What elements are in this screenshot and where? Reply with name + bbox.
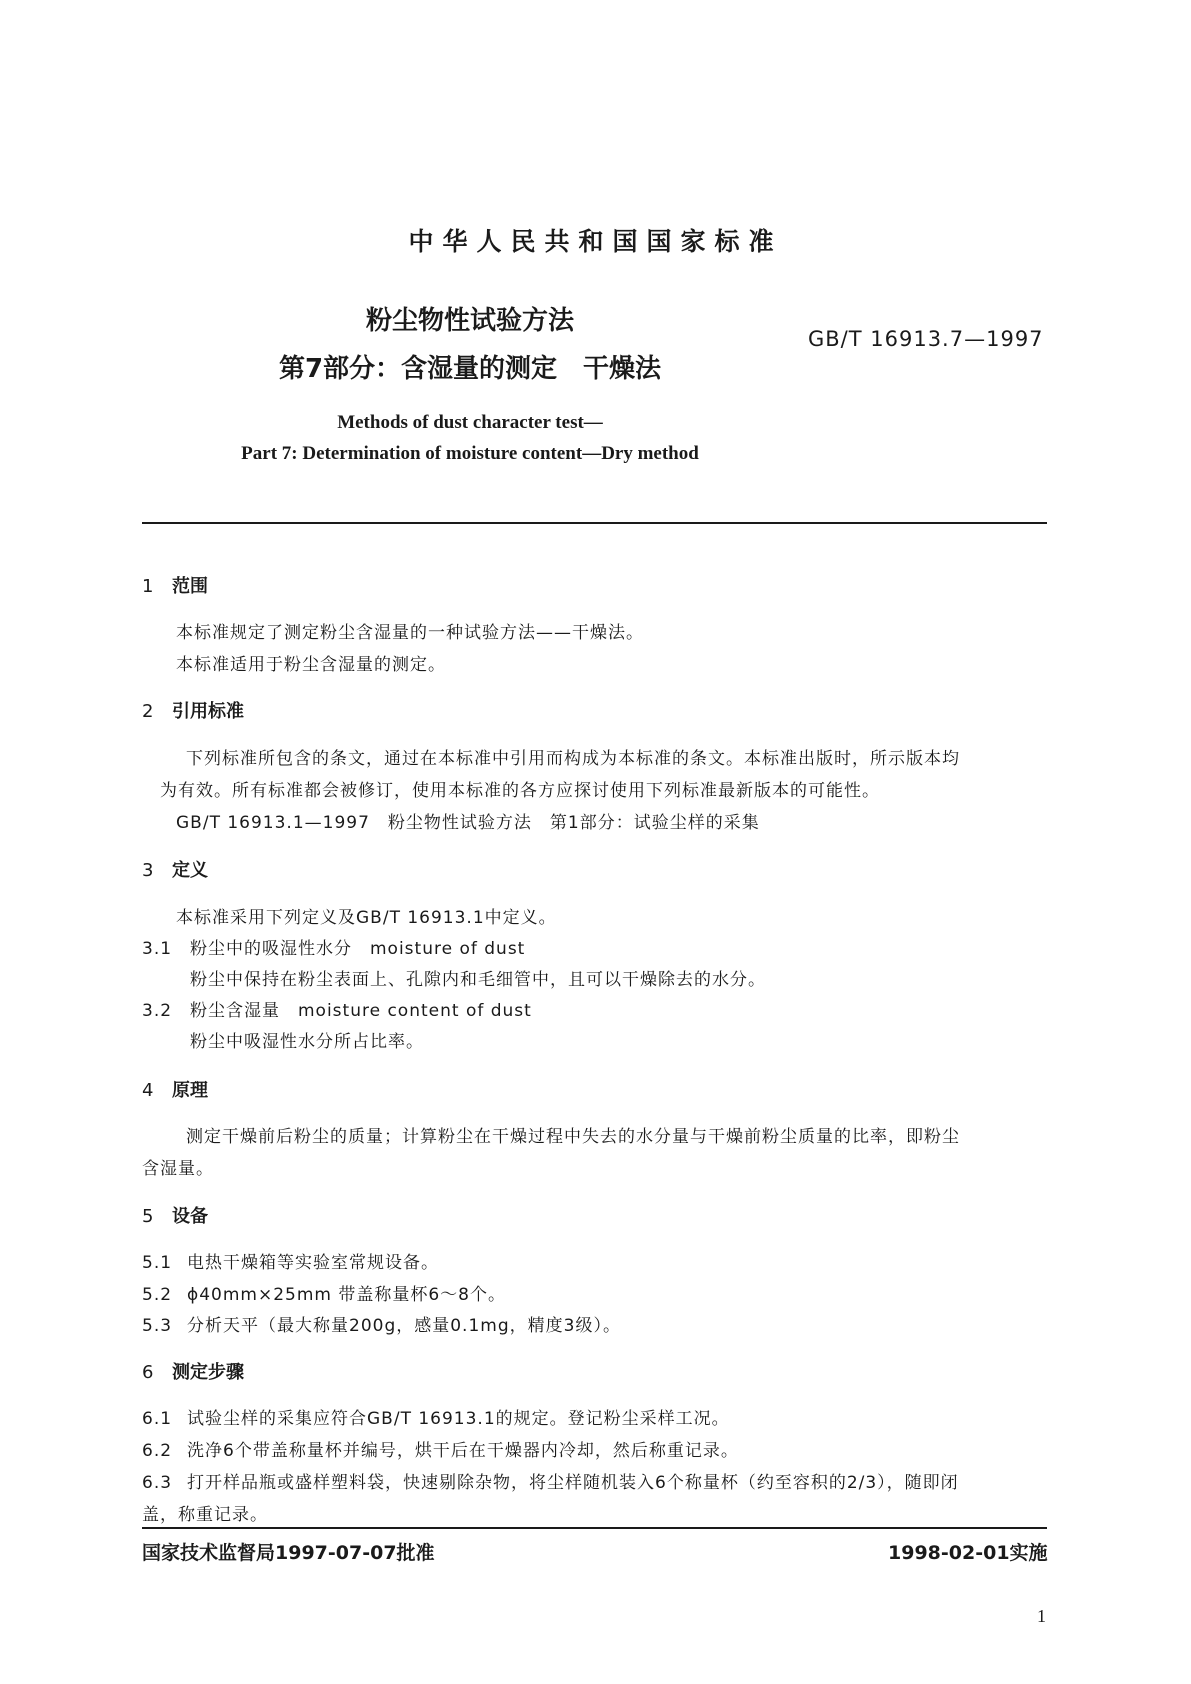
term-text: 粉尘含湿量 moisture content of dust bbox=[190, 1001, 532, 1021]
section-title: 引用标准 bbox=[172, 701, 244, 722]
paragraph: 含湿量。 bbox=[142, 1159, 214, 1179]
paragraph: 本标准规定了测定粉尘含湿量的一种试验方法——干燥法。 bbox=[176, 623, 644, 643]
procedure-step bbox=[142, 1436, 739, 1461]
section-heading-apparatus bbox=[142, 1202, 208, 1228]
apparatus-item bbox=[142, 1311, 621, 1336]
standard-code: GB/T 16913.7—1997 bbox=[808, 327, 1044, 351]
paragraph: 本标准采用下列定义及GB/T 16913.1中定义。 bbox=[176, 908, 557, 928]
procedure-step bbox=[142, 1404, 730, 1429]
paragraph: 本标准适用于粉尘含湿量的测定。 bbox=[176, 655, 446, 675]
section-number: 6 bbox=[142, 1362, 154, 1383]
definition-text: 粉尘中保持在粉尘表面上、孔隙内和毛细管中，且可以干燥除去的水分。 bbox=[190, 970, 766, 990]
apparatus-item bbox=[142, 1280, 506, 1305]
clause-number: 5.2 bbox=[142, 1285, 173, 1305]
header-divider bbox=[142, 522, 1047, 524]
clause-number: 3.2 bbox=[142, 1001, 173, 1021]
term-text: 粉尘中的吸湿性水分 moisture of dust bbox=[190, 939, 526, 959]
section-heading-procedure bbox=[142, 1358, 244, 1384]
section-heading-normative-references bbox=[142, 697, 244, 723]
section-number: 3 bbox=[142, 860, 154, 881]
reference-entry: GB/T 16913.1—1997 粉尘物性试验方法 第1部分：试验尘样的采集 bbox=[176, 813, 760, 833]
section-heading-scope bbox=[142, 572, 208, 598]
approval-date: 国家技术监督局1997-07-07批准 bbox=[142, 1542, 435, 1564]
procedure-step-continuation: 盖，称重记录。 bbox=[142, 1505, 268, 1525]
clause-number: 3.1 bbox=[142, 939, 173, 959]
section-title: 定义 bbox=[172, 860, 208, 881]
section-title: 测定步骤 bbox=[172, 1362, 244, 1383]
item-text: 电热干燥箱等实验室常规设备。 bbox=[187, 1253, 439, 1273]
page-number: 1 bbox=[1037, 1606, 1046, 1626]
clause-number: 6.1 bbox=[142, 1409, 173, 1429]
apparatus-item bbox=[142, 1248, 439, 1273]
clause-number: 5.3 bbox=[142, 1316, 173, 1336]
section-number: 5 bbox=[142, 1206, 154, 1227]
paragraph: 测定干燥前后粉尘的质量；计算粉尘在干燥过程中失去的水分量与干燥前粉尘质量的比率，即粉尘 bbox=[186, 1127, 960, 1147]
english-title-line-1: Methods of dust character test— bbox=[337, 412, 603, 433]
paragraph: 为有效。所有标准都会被修订，使用本标准的各方应探讨使用下列标准最新版本的可能性。 bbox=[160, 781, 880, 801]
definition-term bbox=[142, 996, 532, 1021]
clause-number: 6.3 bbox=[142, 1473, 173, 1493]
english-title-line-2: Part 7: Determination of moisture content—Dry method bbox=[241, 443, 699, 464]
national-standard-heading: 中华人民共和国国家标准 bbox=[408, 227, 783, 256]
implementation-date: 1998-02-01实施 bbox=[888, 1542, 1048, 1564]
section-title: 范围 bbox=[172, 576, 208, 597]
footer-divider bbox=[142, 1527, 1047, 1529]
section-heading-principle bbox=[142, 1076, 208, 1102]
item-text: 分析天平（最大称量200g，感量0.1mg，精度3级）。 bbox=[187, 1316, 621, 1336]
title-line-1: 粉尘物性试验方法 bbox=[365, 306, 574, 336]
section-heading-definitions bbox=[142, 856, 208, 882]
definition-text: 粉尘中吸湿性水分所占比率。 bbox=[190, 1032, 424, 1052]
step-text: 洗净6个带盖称量杯并编号，烘干后在干燥器内冷却，然后称重记录。 bbox=[187, 1441, 739, 1461]
clause-number: 6.2 bbox=[142, 1441, 173, 1461]
section-title: 原理 bbox=[172, 1080, 208, 1101]
procedure-step bbox=[142, 1468, 959, 1493]
paragraph: 下列标准所包含的条文，通过在本标准中引用而构成为本标准的条文。本标准出版时，所示版本均 bbox=[186, 749, 960, 769]
step-text: 打开样品瓶或盛样塑料袋，快速剔除杂物，将尘样随机装入6个称量杯（约至容积的2/3），随即闭 bbox=[187, 1473, 959, 1493]
definition-term bbox=[142, 934, 525, 959]
item-text: ϕ40mm×25mm 带盖称量杯6～8个。 bbox=[187, 1285, 506, 1305]
section-title: 设备 bbox=[172, 1206, 208, 1227]
section-number: 2 bbox=[142, 701, 154, 722]
title-line-2: 第7部分：含湿量的测定 干燥法 bbox=[278, 354, 662, 384]
section-number: 4 bbox=[142, 1080, 154, 1101]
section-number: 1 bbox=[142, 576, 154, 597]
clause-number: 5.1 bbox=[142, 1253, 173, 1273]
step-text: 试验尘样的采集应符合GB/T 16913.1的规定。登记粉尘采样工况。 bbox=[187, 1409, 730, 1429]
